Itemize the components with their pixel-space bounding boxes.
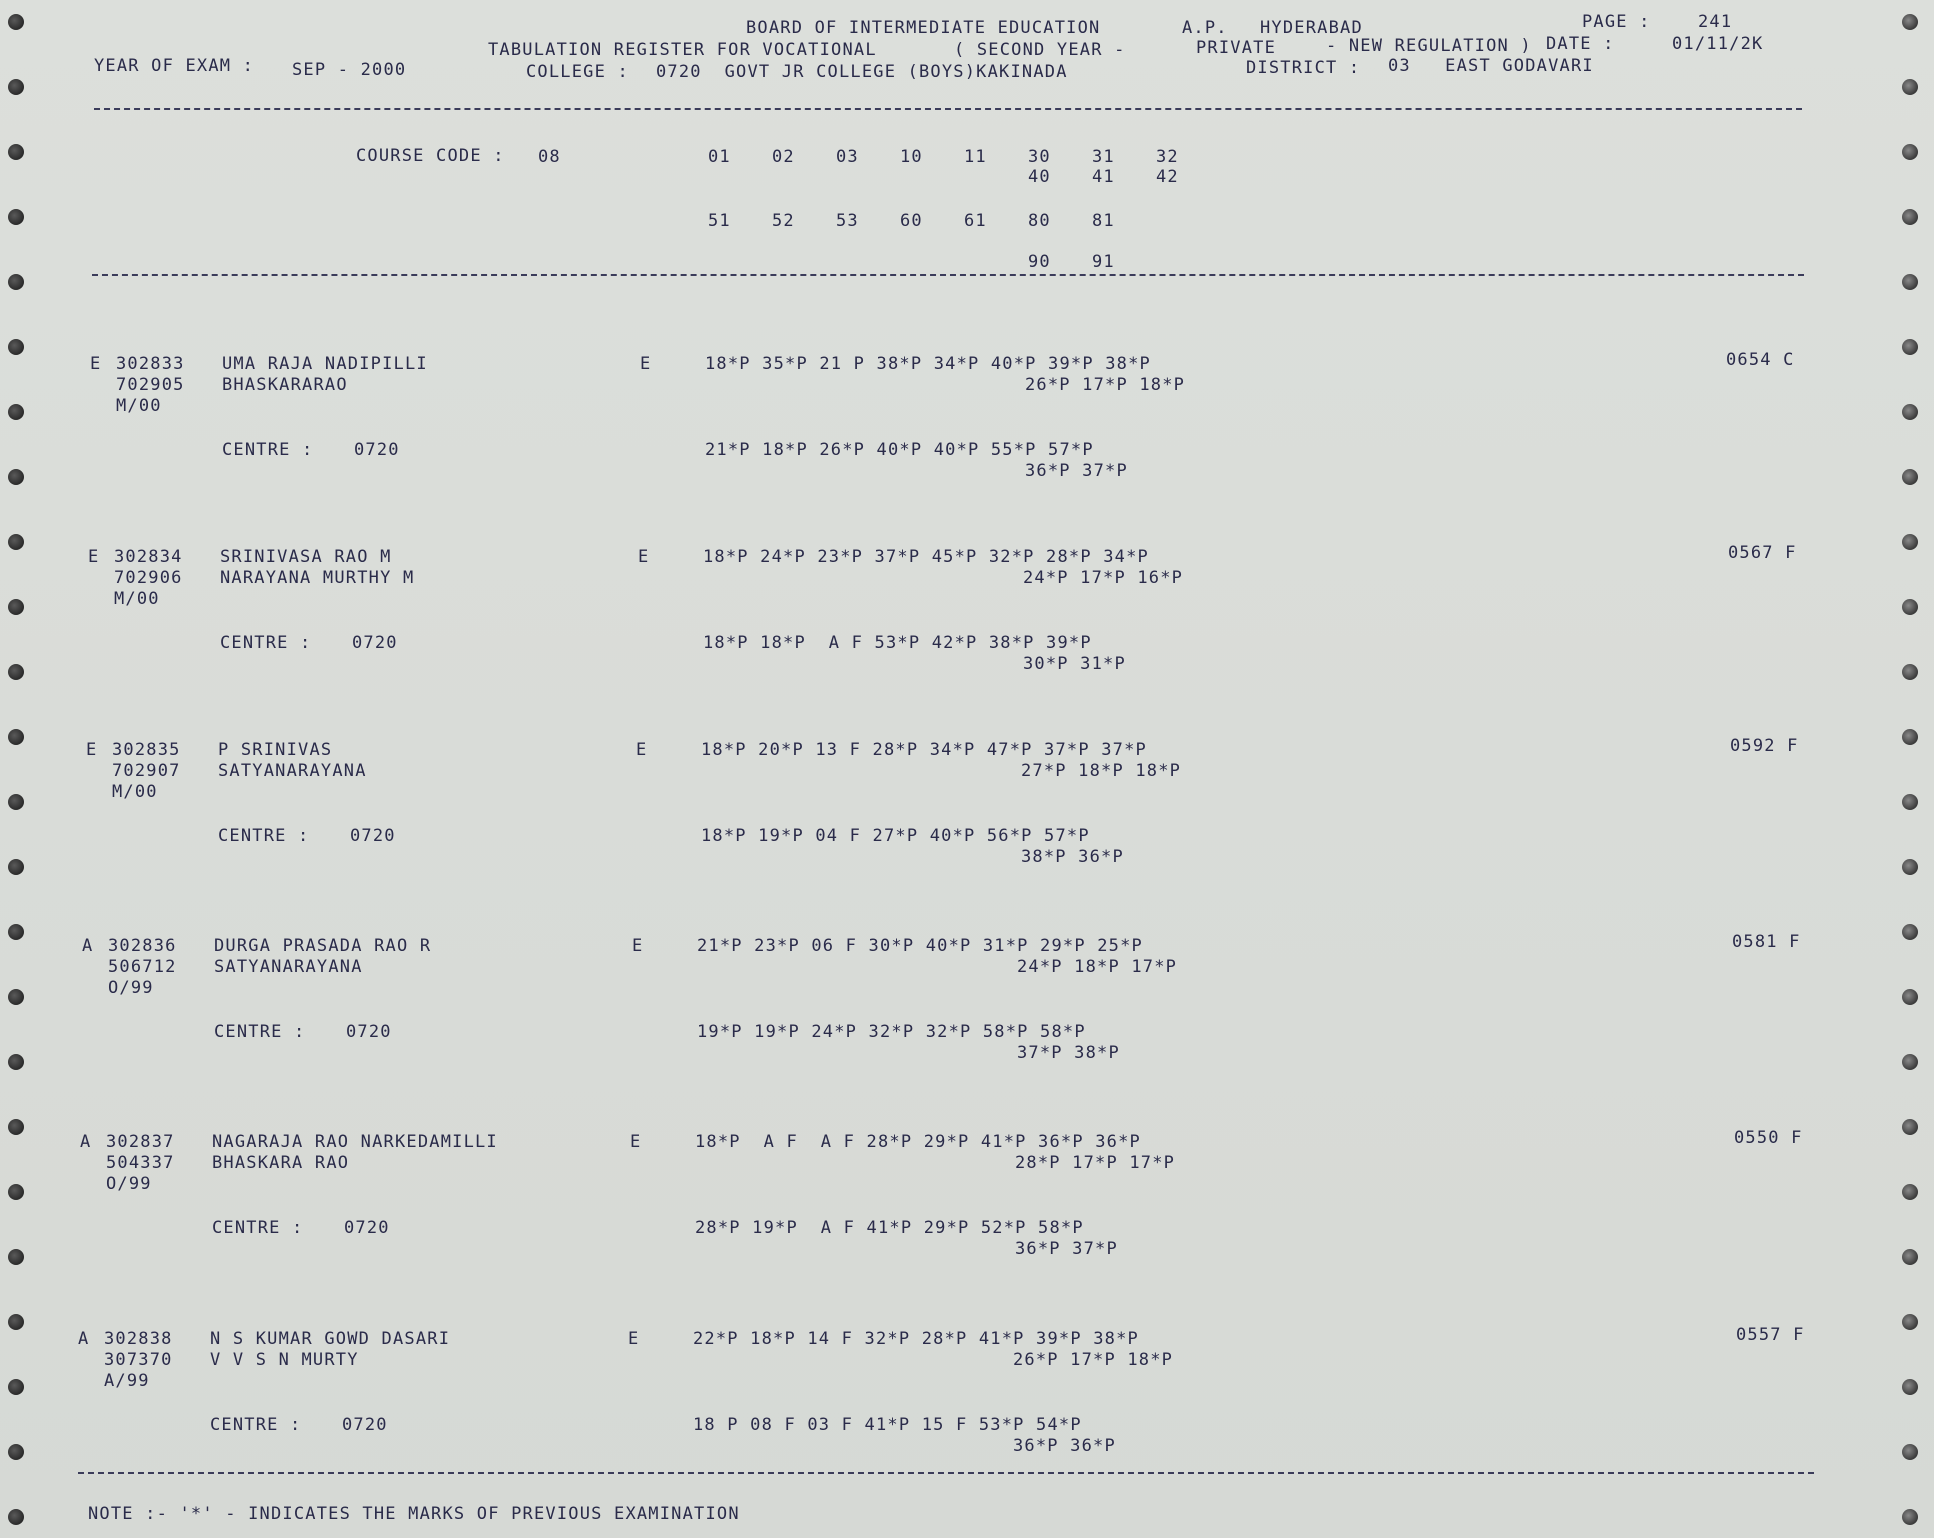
tractor-hole xyxy=(8,989,24,1005)
tractor-hole xyxy=(8,534,24,550)
marks-row-1: 18*P 35*P 21 P 38*P 34*P 40*P 39*P 38*P xyxy=(705,354,1151,374)
tractor-hole xyxy=(1902,924,1918,940)
page-label: PAGE : xyxy=(1582,12,1651,32)
tractor-hole xyxy=(1902,14,1918,30)
tractor-hole xyxy=(1902,339,1918,355)
marks-row-2: 26*P 17*P 18*P xyxy=(1025,375,1186,395)
date-value: 01/11/2K xyxy=(1672,34,1764,54)
marks-row-1: 22*P 18*P 14 F 32*P 28*P 41*P 39*P 38*P xyxy=(693,1329,1139,1349)
tractor-hole xyxy=(8,274,24,290)
district-value: 03 EAST GODAVARI xyxy=(1388,56,1594,76)
subject-code: 61 xyxy=(964,211,987,231)
footnote: NOTE :- '*' - INDICATES THE MARKS OF PREVIOUS EXAMINATION xyxy=(88,1504,740,1524)
marks-row-3: 18*P 18*P A F 53*P 42*P 38*P 39*P xyxy=(703,633,1092,653)
tractor-hole xyxy=(1902,664,1918,680)
tractor-hole xyxy=(1902,79,1918,95)
marks-row-4: 30*P 31*P xyxy=(1023,654,1126,674)
marks-row-2: 26*P 17*P 18*P xyxy=(1013,1350,1174,1370)
tractor-hole xyxy=(8,339,24,355)
tractor-hole xyxy=(8,1314,24,1330)
tractor-hole xyxy=(8,599,24,615)
tractor-hole xyxy=(8,469,24,485)
tractor-hole xyxy=(8,859,24,875)
subject-code: 90 xyxy=(1028,252,1051,272)
marks-row-4: 38*P 36*P xyxy=(1021,847,1124,867)
record-prefix: A xyxy=(80,1132,92,1152)
record-status: M/00 xyxy=(116,396,162,416)
father-name: V V S N MURTY xyxy=(210,1350,359,1370)
tractor-hole xyxy=(8,794,24,810)
marks-row-2: 24*P 18*P 17*P xyxy=(1017,957,1178,977)
subject-code: 41 xyxy=(1092,167,1115,187)
marks-row-4: 36*P 36*P xyxy=(1013,1436,1116,1456)
tractor-hole xyxy=(8,1054,24,1070)
roll-number: 302838 xyxy=(104,1329,173,1349)
record-status: O/99 xyxy=(108,978,154,998)
marks-row-3: 18 P 08 F 03 F 41*P 15 F 53*P 54*P xyxy=(693,1415,1082,1435)
marks-row-1: 21*P 23*P 06 F 30*P 40*P 31*P 29*P 25*P xyxy=(697,936,1143,956)
marks-row-3: 28*P 19*P A F 41*P 29*P 52*P 58*P xyxy=(695,1218,1084,1238)
exam-mode: PRIVATE xyxy=(1196,38,1277,58)
father-name: BHASKARARAO xyxy=(222,375,348,395)
subject-code: 52 xyxy=(772,211,795,231)
tractor-hole xyxy=(1902,1509,1918,1525)
candidate-name: P SRINIVAS xyxy=(218,740,333,760)
city-name: HYDERABAD xyxy=(1260,18,1363,38)
date-label: DATE : xyxy=(1546,34,1615,54)
total-result: 0581 F xyxy=(1732,932,1801,952)
subject-code: 01 xyxy=(708,147,731,167)
college-value: 0720 GOVT JR COLLEGE (BOYS)KAKINADA xyxy=(656,62,1068,82)
tractor-hole xyxy=(1902,1119,1918,1135)
medium: E xyxy=(640,354,652,374)
centre-code: 0720 xyxy=(352,633,398,653)
subject-code: 53 xyxy=(836,211,859,231)
tractor-hole xyxy=(1902,274,1918,290)
subject-code: 11 xyxy=(964,147,987,167)
record-prefix: A xyxy=(78,1329,90,1349)
record-status: A/99 xyxy=(104,1371,150,1391)
centre-code: 0720 xyxy=(346,1022,392,1042)
subject-code: 30 xyxy=(1028,147,1051,167)
state-name: A.P. xyxy=(1182,18,1228,38)
course-code-label: COURSE CODE : xyxy=(356,146,505,166)
subject-code: 40 xyxy=(1028,167,1051,187)
subject-code: 02 xyxy=(772,147,795,167)
father-name: BHASKARA RAO xyxy=(212,1153,350,1173)
footer-rule xyxy=(78,1472,1814,1474)
father-name: SATYANARAYANA xyxy=(214,957,363,977)
header-rule xyxy=(94,108,1802,110)
reg-number: 702906 xyxy=(114,568,183,588)
medium: E xyxy=(628,1329,640,1349)
board-name: BOARD OF INTERMEDIATE EDUCATION xyxy=(746,18,1101,38)
candidate-name: DURGA PRASADA RAO R xyxy=(214,936,432,956)
candidate-name: NAGARAJA RAO NARKEDAMILLI xyxy=(212,1132,498,1152)
marks-row-2: 24*P 17*P 16*P xyxy=(1023,568,1184,588)
year-of-exam-label: YEAR OF EXAM : xyxy=(94,56,255,76)
marks-row-1: 18*P 20*P 13 F 28*P 34*P 47*P 37*P 37*P xyxy=(701,740,1147,760)
subject-code: 60 xyxy=(900,211,923,231)
tractor-hole xyxy=(1902,1249,1918,1265)
subject-code: 32 xyxy=(1156,147,1179,167)
record-status: M/00 xyxy=(112,782,158,802)
father-name: NARAYANA MURTHY M xyxy=(220,568,415,588)
reg-number: 307370 xyxy=(104,1350,173,1370)
total-result: 0567 F xyxy=(1728,543,1797,563)
centre-label: CENTRE : xyxy=(220,633,312,653)
tractor-hole xyxy=(8,924,24,940)
register-title: TABULATION REGISTER FOR VOCATIONAL xyxy=(488,40,877,60)
candidate-name: N S KUMAR GOWD DASARI xyxy=(210,1329,451,1349)
subject-code: 10 xyxy=(900,147,923,167)
centre-code: 0720 xyxy=(350,826,396,846)
medium: E xyxy=(636,740,648,760)
total-result: 0557 F xyxy=(1736,1325,1805,1345)
page-number: 241 xyxy=(1698,12,1733,32)
tractor-hole xyxy=(8,729,24,745)
reg-number: 702907 xyxy=(112,761,181,781)
tractor-hole xyxy=(8,1119,24,1135)
subject-code: 91 xyxy=(1092,252,1115,272)
centre-label: CENTRE : xyxy=(212,1218,304,1238)
year-type: ( SECOND YEAR - xyxy=(954,40,1126,60)
left-tractor-strip xyxy=(0,0,36,1538)
tractor-hole xyxy=(1902,599,1918,615)
tractor-hole xyxy=(8,1249,24,1265)
tractor-hole xyxy=(8,144,24,160)
course-code-value: 08 xyxy=(538,147,561,167)
college-label: COLLEGE : xyxy=(526,62,629,82)
record-prefix: A xyxy=(82,936,94,956)
tractor-hole xyxy=(1902,729,1918,745)
medium: E xyxy=(630,1132,642,1152)
record-prefix: E xyxy=(90,354,102,374)
tractor-hole xyxy=(8,1509,24,1525)
reg-number: 702905 xyxy=(116,375,185,395)
marks-row-2: 27*P 18*P 18*P xyxy=(1021,761,1182,781)
centre-label: CENTRE : xyxy=(222,440,314,460)
centre-label: CENTRE : xyxy=(214,1022,306,1042)
tractor-hole xyxy=(8,404,24,420)
tractor-hole xyxy=(8,14,24,30)
medium: E xyxy=(638,547,650,567)
record-status: O/99 xyxy=(106,1174,152,1194)
total-result: 0592 F xyxy=(1730,736,1799,756)
tractor-hole xyxy=(1902,534,1918,550)
centre-label: CENTRE : xyxy=(210,1415,302,1435)
subject-code: 80 xyxy=(1028,211,1051,231)
roll-number: 302834 xyxy=(114,547,183,567)
subject-code: 51 xyxy=(708,211,731,231)
subject-code: 31 xyxy=(1092,147,1115,167)
tractor-hole xyxy=(1902,859,1918,875)
regulation: - NEW REGULATION ) xyxy=(1326,36,1532,56)
tractor-hole xyxy=(1902,794,1918,810)
centre-label: CENTRE : xyxy=(218,826,310,846)
total-result: 0550 F xyxy=(1734,1128,1803,1148)
marks-row-4: 36*P 37*P xyxy=(1015,1239,1118,1259)
tractor-hole xyxy=(8,1184,24,1200)
roll-number: 302836 xyxy=(108,936,177,956)
tractor-hole xyxy=(8,1444,24,1460)
marks-row-3: 21*P 18*P 26*P 40*P 40*P 55*P 57*P xyxy=(705,440,1094,460)
marks-row-3: 19*P 19*P 24*P 32*P 32*P 58*P 58*P xyxy=(697,1022,1086,1042)
reg-number: 504337 xyxy=(106,1153,175,1173)
candidate-name: UMA RAJA NADIPILLI xyxy=(222,354,428,374)
right-tractor-strip xyxy=(1898,0,1934,1538)
tractor-hole xyxy=(1902,1184,1918,1200)
roll-number: 302835 xyxy=(112,740,181,760)
marks-row-2: 28*P 17*P 17*P xyxy=(1015,1153,1176,1173)
record-prefix: E xyxy=(86,740,98,760)
tractor-hole xyxy=(8,664,24,680)
tractor-hole xyxy=(1902,1054,1918,1070)
roll-number: 302837 xyxy=(106,1132,175,1152)
marks-row-3: 18*P 19*P 04 F 27*P 40*P 56*P 57*P xyxy=(701,826,1090,846)
tractor-hole xyxy=(8,1379,24,1395)
roll-number: 302833 xyxy=(116,354,185,374)
year-of-exam-value: SEP - 2000 xyxy=(292,60,407,80)
tractor-hole xyxy=(1902,1444,1918,1460)
marks-row-4: 37*P 38*P xyxy=(1017,1043,1120,1063)
subject-code: 81 xyxy=(1092,211,1115,231)
tractor-hole xyxy=(8,79,24,95)
tractor-hole xyxy=(1902,1314,1918,1330)
subject-code: 03 xyxy=(836,147,859,167)
candidate-name: SRINIVASA RAO M xyxy=(220,547,392,567)
tractor-hole xyxy=(1902,144,1918,160)
marks-row-1: 18*P A F A F 28*P 29*P 41*P 36*P 36*P xyxy=(695,1132,1141,1152)
marks-row-1: 18*P 24*P 23*P 37*P 45*P 32*P 28*P 34*P xyxy=(703,547,1149,567)
course-rule xyxy=(92,274,1804,276)
tractor-hole xyxy=(1902,209,1918,225)
total-result: 0654 C xyxy=(1726,350,1795,370)
tractor-hole xyxy=(1902,404,1918,420)
centre-code: 0720 xyxy=(344,1218,390,1238)
district-label: DISTRICT : xyxy=(1246,58,1361,78)
record-status: M/00 xyxy=(114,589,160,609)
reg-number: 506712 xyxy=(108,957,177,977)
father-name: SATYANARAYANA xyxy=(218,761,367,781)
subject-code: 42 xyxy=(1156,167,1179,187)
tractor-hole xyxy=(1902,1379,1918,1395)
centre-code: 0720 xyxy=(342,1415,388,1435)
tractor-hole xyxy=(1902,989,1918,1005)
tractor-hole xyxy=(1902,469,1918,485)
marks-row-4: 36*P 37*P xyxy=(1025,461,1128,481)
tractor-hole xyxy=(8,209,24,225)
centre-code: 0720 xyxy=(354,440,400,460)
medium: E xyxy=(632,936,644,956)
record-prefix: E xyxy=(88,547,100,567)
